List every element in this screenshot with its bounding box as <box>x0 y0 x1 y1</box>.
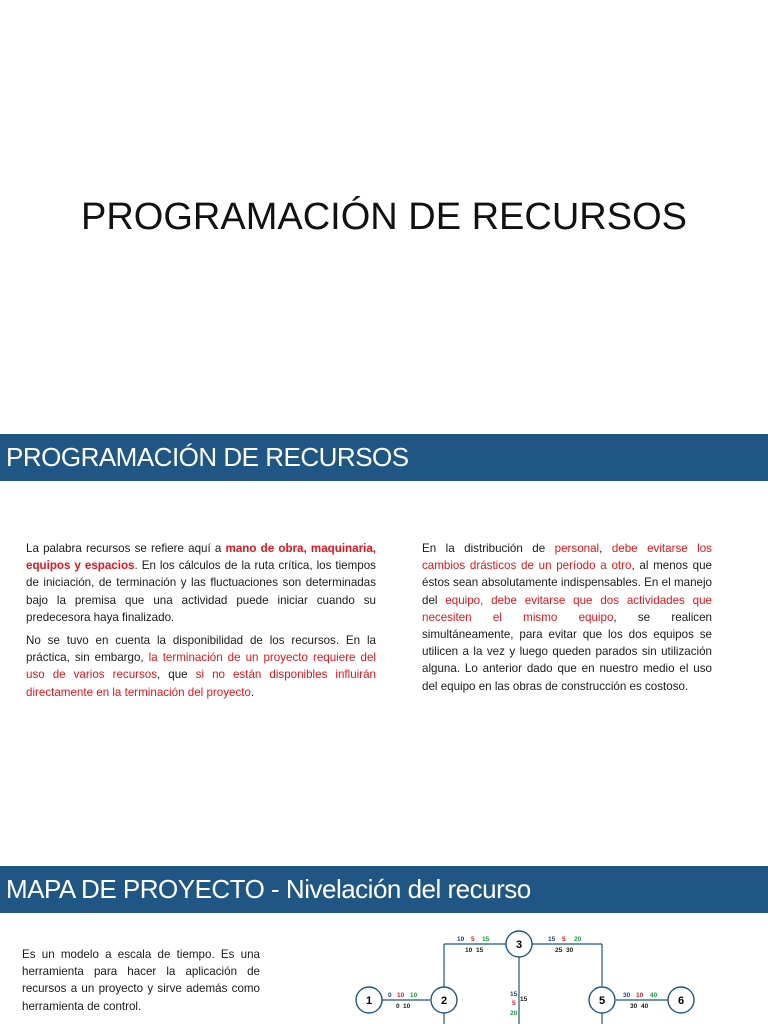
svg-text:5: 5 <box>598 995 606 1007</box>
svg-text:10: 10 <box>397 992 405 999</box>
text-segment: . <box>250 685 255 699</box>
text-segment: , que <box>157 668 196 682</box>
paragraph-personal-equipo <box>422 540 712 695</box>
label-1-2-bottom <box>396 1003 411 1010</box>
svg-text:1: 1 <box>365 995 373 1007</box>
project-network-diagram <box>352 924 768 1024</box>
text-segment: La palabra recursos se refiere aquí a <box>26 542 226 555</box>
label-3-5-bottom <box>555 947 574 954</box>
text-segment: , al menos que éstos sean absolutamente indispensables. En el manejo del <box>422 559 712 607</box>
title-slide <box>0 0 768 420</box>
node-3 <box>506 931 532 957</box>
highlight-segment: mano de obra, maquinaria, equipos y espacios <box>26 542 376 573</box>
label-2-3-bottom <box>465 947 484 954</box>
svg-text:20: 20 <box>510 1010 518 1017</box>
label-2-3-top <box>457 936 490 943</box>
label-3-5-top <box>548 936 582 943</box>
svg-text:15: 15 <box>476 947 484 954</box>
svg-text:5: 5 <box>512 1000 516 1007</box>
svg-text:15: 15 <box>520 996 528 1003</box>
text-segment: No se tuvo en cuenta la disponibilidad de los recursos. En la práctica, sin embargo, <box>26 634 376 665</box>
svg-text:10: 10 <box>465 947 473 954</box>
svg-text:30: 30 <box>566 947 574 954</box>
paragraph-disponibilidad <box>26 632 376 701</box>
svg-text:2: 2 <box>440 995 448 1007</box>
svg-text:0: 0 <box>388 992 392 999</box>
svg-text:15: 15 <box>510 991 518 998</box>
svg-text:5: 5 <box>471 936 475 943</box>
svg-text:40: 40 <box>641 1003 649 1010</box>
text-segment: , <box>599 542 612 555</box>
node-6 <box>668 987 694 1013</box>
text-segment: . En los cálculos de la ruta crítica, los tiempos de iniciación, de terminación y las fluctuaciones son determinadas bajo la premisa que una actividad puede iniciar cuando su predecesora haya finalizado. <box>26 559 376 624</box>
svg-text:15: 15 <box>482 936 490 943</box>
svg-text:40: 40 <box>650 992 658 999</box>
right-text-column <box>422 540 712 701</box>
label-5-6-bottom <box>630 1003 649 1010</box>
svg-text:10: 10 <box>403 1003 411 1010</box>
svg-text:10: 10 <box>457 936 465 943</box>
highlight-segment: si no están disponibles influirán directamente en la terminación del proyecto <box>26 668 377 699</box>
svg-text:0: 0 <box>396 1003 400 1010</box>
svg-text:15: 15 <box>548 936 556 943</box>
paragraph-recursos-def <box>26 540 376 626</box>
svg-text:3: 3 <box>515 939 523 951</box>
mapa-description: Es un modelo a escala de tiempo. Es una herramienta para hacer la aplicación de recursos a un proyecto y sirve además como herramienta de control. <box>22 948 260 1013</box>
svg-text:20: 20 <box>574 936 582 943</box>
svg-text:30: 30 <box>630 1003 638 1010</box>
left-text-column <box>26 540 376 707</box>
svg-text:6: 6 <box>677 995 685 1007</box>
slide-title: PROGRAMACIÓN DE RECURSOS <box>81 196 687 238</box>
node-1 <box>356 987 382 1013</box>
text-segment: En la distribución de <box>422 542 555 555</box>
label-5-6-top <box>623 992 658 999</box>
highlight-segment: personal <box>554 542 600 555</box>
highlight-segment: debe evitarse los cambios drásticos de un período a otro <box>422 542 712 573</box>
svg-text:30: 30 <box>623 992 631 999</box>
node-2 <box>431 987 457 1013</box>
svg-text:10: 10 <box>410 992 418 999</box>
svg-text:25: 25 <box>555 947 563 954</box>
highlight-segment: equipo, debe evitarse que dos actividades que necesiten el mismo equipo <box>422 593 712 624</box>
highlight-segment: la terminación de un proyecto requiere del uso de varios recursos <box>26 651 376 682</box>
section-header-mapa: MAPA DE PROYECTO - Nivelación del recurso <box>0 866 768 913</box>
text-segment: , se realicen simultáneamente, para evitar que los dos equipos se utilicen a la vez y luego queden parados sin utilización alguna. Lo anterior dado que en nuestro medio el uso del equipo en las obras de construcción es costoso. <box>422 610 712 693</box>
svg-text:5: 5 <box>562 936 566 943</box>
node-5 <box>589 987 615 1013</box>
label-1-2-top <box>388 992 418 999</box>
svg-text:10: 10 <box>636 992 644 999</box>
section-header-recursos: PROGRAMACIÓN DE RECURSOS <box>0 434 768 481</box>
